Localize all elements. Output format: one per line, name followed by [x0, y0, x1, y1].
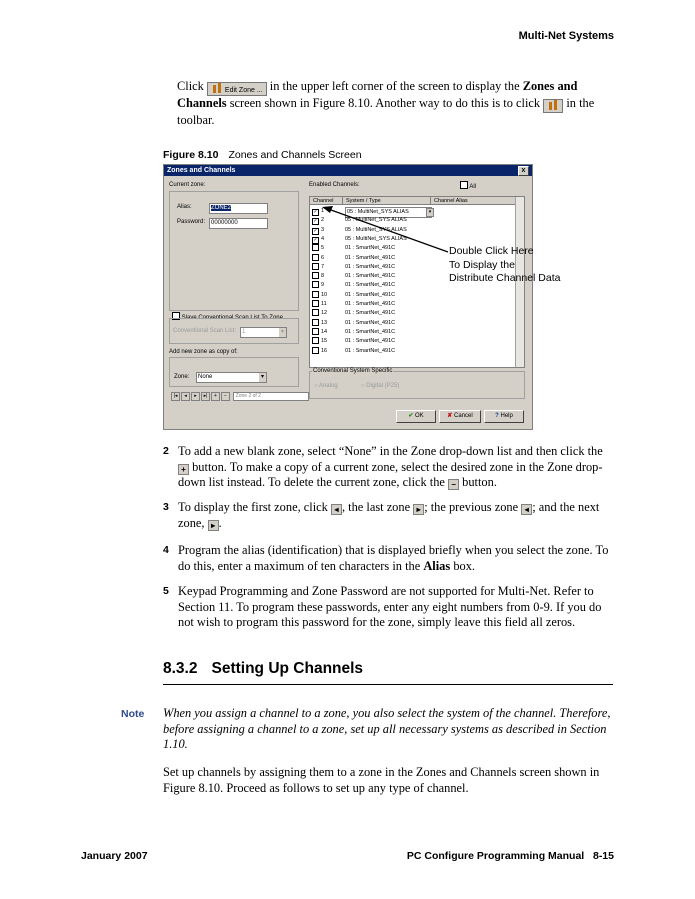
dialog-titlebar: Zones and Channels x: [164, 165, 532, 176]
conv-scan-select[interactable]: 1 ▾: [240, 327, 287, 338]
digital-radio-row[interactable]: ○ Digital (P25): [361, 383, 400, 389]
step-2: 2 To add a new blank zone, select “None” in the Zone drop-down list and then click the + button. To make a copy of a current zone, select the desired zone in the Zone drop-down list instead. To delete the current zone, click the − button.: [163, 444, 603, 489]
channel-number: 15: [321, 338, 328, 345]
channel-system: 05 : MultiNet_SYS ALIAS: [345, 235, 407, 242]
question-icon: ?: [495, 413, 499, 419]
chevron-down-icon: ▾: [280, 329, 284, 335]
note-text: When you assign a channel to a zone, you also select the system of the channel. Therefore, before assigning a channel to a zone, set up all necessary systems as described in Section 1.10.: [163, 706, 611, 751]
note-label: Note: [121, 708, 145, 720]
password-input[interactable]: 00000000: [209, 218, 268, 229]
intro-paragraph: Click Edit Zone ... in the upper left corner of the screen to display the Zones and Channels screen shown in Figure 8.10. Another way to do this is to click in the toolbar.: [177, 79, 595, 127]
add-zone-button[interactable]: +: [211, 392, 220, 401]
x-icon: ✘: [447, 413, 453, 419]
channel-system: 05 : MultiNet_SYS ALIAS: [345, 207, 432, 218]
password-label: Password:: [177, 219, 206, 225]
channel-number: 9: [321, 282, 325, 289]
add-icon: +: [178, 464, 189, 475]
intro-text: Click: [177, 79, 204, 93]
channel-system: 01 : SmartNet_491C: [345, 273, 396, 280]
last-icon: ▸: [413, 504, 424, 515]
channel-system: 05 : MultiNet_SYS ALIAS: [345, 217, 407, 224]
channel-number: 3: [321, 226, 325, 233]
zone-select[interactable]: None ▾: [196, 372, 267, 383]
figure-caption: Figure 8.10 Zones and Channels Screen: [163, 149, 362, 161]
enabled-channels-label: Enabled Channels:: [309, 182, 360, 188]
channel-checkbox[interactable]: ✓: [313, 218, 318, 225]
chevron-down-icon: ▾: [260, 374, 264, 380]
previous-icon: ◂: [521, 504, 532, 515]
prev-zone-button[interactable]: ◂: [181, 392, 190, 401]
ok-button[interactable]: ✔ OK: [396, 410, 436, 423]
footer-title: PC Configure Programming Manual 8-15: [406, 850, 614, 862]
all-checkbox-row[interactable]: All: [460, 181, 476, 190]
close-button[interactable]: x: [518, 166, 529, 176]
zone-position: Zone 2 of 2: [233, 392, 309, 401]
alias-label: Alias:: [177, 204, 192, 210]
channel-system: 01 : SmartNet_491C: [345, 291, 396, 298]
zones-channels-bold: Zones and Channels: [177, 79, 578, 110]
channel-system: 01 : SmartNet_491C: [345, 282, 396, 289]
channel-system: 01 : SmartNet_491C: [345, 310, 396, 317]
col-system[interactable]: System / Type: [343, 197, 431, 205]
channel-checkbox[interactable]: ✓: [313, 209, 318, 215]
slave-checkbox-row[interactable]: Slave Conventional Scan List To Zone: [172, 312, 283, 321]
delete-zone-button[interactable]: −: [221, 392, 230, 401]
section-rule: [163, 684, 613, 685]
channel-number: 7: [321, 263, 325, 270]
section-heading: 8.3.2 Setting Up Channels: [163, 660, 364, 677]
analog-radio-row[interactable]: ○ Analog: [314, 383, 338, 389]
channel-system: 01 : SmartNet_491C: [345, 328, 396, 335]
callout-text: Double Click Here To Display the Distribute Channel Data: [449, 245, 561, 284]
setup-paragraph: Set up channels by assigning them to a zone in the Zones and Channels screen shown in Figure 8.10. Proceed as follows to set up any type of channel.: [163, 765, 600, 795]
cancel-button[interactable]: ✘ Cancel: [439, 410, 481, 423]
check-icon: ✔: [408, 413, 414, 419]
channel-number: 13: [321, 319, 328, 326]
next-zone-button[interactable]: ▸: [191, 392, 200, 401]
channel-checkbox[interactable]: ✓: [313, 227, 318, 234]
first-zone-button[interactable]: |◂: [171, 392, 180, 401]
channel-system: 05 : MultiNet_SYS ALIAS: [345, 226, 407, 233]
channel-number: 12: [321, 310, 328, 317]
add-new-label: Add new zone as copy of:: [169, 349, 238, 355]
channel-number: 8: [321, 273, 325, 280]
delete-icon: −: [448, 479, 459, 490]
step-3: 3 To display the first zone, click ◂ , the last zone ▸ ; the previous zone ◂ ; and the next zone, ▸ .: [163, 500, 600, 530]
last-zone-button[interactable]: ▸|: [201, 392, 210, 401]
col-alias[interactable]: Channel Alias: [431, 197, 516, 205]
channel-number: 14: [321, 328, 328, 335]
system-dropdown-arrow[interactable]: ▾: [426, 208, 434, 217]
footer-date: January 2007: [81, 850, 148, 862]
conv-specific-label: Conventional System Specific: [313, 368, 393, 374]
running-header: Multi-Net Systems: [518, 30, 614, 42]
current-zone-label: Current zone:: [169, 182, 206, 188]
channel-system: 01 : SmartNet_491C: [345, 301, 396, 307]
channel-number: 4: [321, 235, 325, 242]
conv-scan-label: Conventional Scan List:: [173, 328, 237, 334]
edit-zone-button[interactable]: Edit Zone ...: [207, 82, 267, 96]
channel-number: 1: [321, 208, 325, 214]
step-5: 5 Keypad Programming and Zone Password are not supported for Multi-Net. Refer to Section 11. To program these passwords, enter any eight numbers from 0-9. If you do not wish to program this password for the zone, simply leave this field all zeros.: [163, 584, 602, 629]
channel-system: 01 : SmartNet_491C: [345, 338, 396, 345]
next-icon: ▸: [208, 520, 219, 531]
channel-system: 01 : SmartNet_491C: [345, 263, 396, 270]
channel-number: 10: [321, 291, 328, 298]
first-icon: ◂: [331, 504, 342, 515]
channel-checkbox[interactable]: ✓: [313, 236, 318, 243]
channel-number: 6: [321, 254, 325, 261]
channel-number: 2: [321, 217, 325, 224]
channel-system: 01 : SmartNet_491C: [345, 245, 396, 252]
help-button[interactable]: ? Help: [484, 410, 524, 423]
alias-input[interactable]: ZONE2: [209, 203, 268, 214]
channel-system: 01 : SmartNet_491C: [345, 254, 396, 261]
channel-number: 16: [321, 347, 328, 354]
channel-system: 01 : SmartNet_491C: [345, 347, 396, 354]
zone-label: Zone:: [174, 374, 190, 380]
channel-number: 11: [321, 301, 327, 307]
channel-system: 01 : SmartNet_491C: [345, 319, 396, 326]
channel-number: 5: [321, 245, 325, 252]
col-channel[interactable]: Channel: [310, 197, 343, 205]
step-4: 4 Program the alias (identification) that is displayed briefly when you select the zone. To do this, enter a maximum of ten characters in the Alias box.: [163, 543, 609, 573]
